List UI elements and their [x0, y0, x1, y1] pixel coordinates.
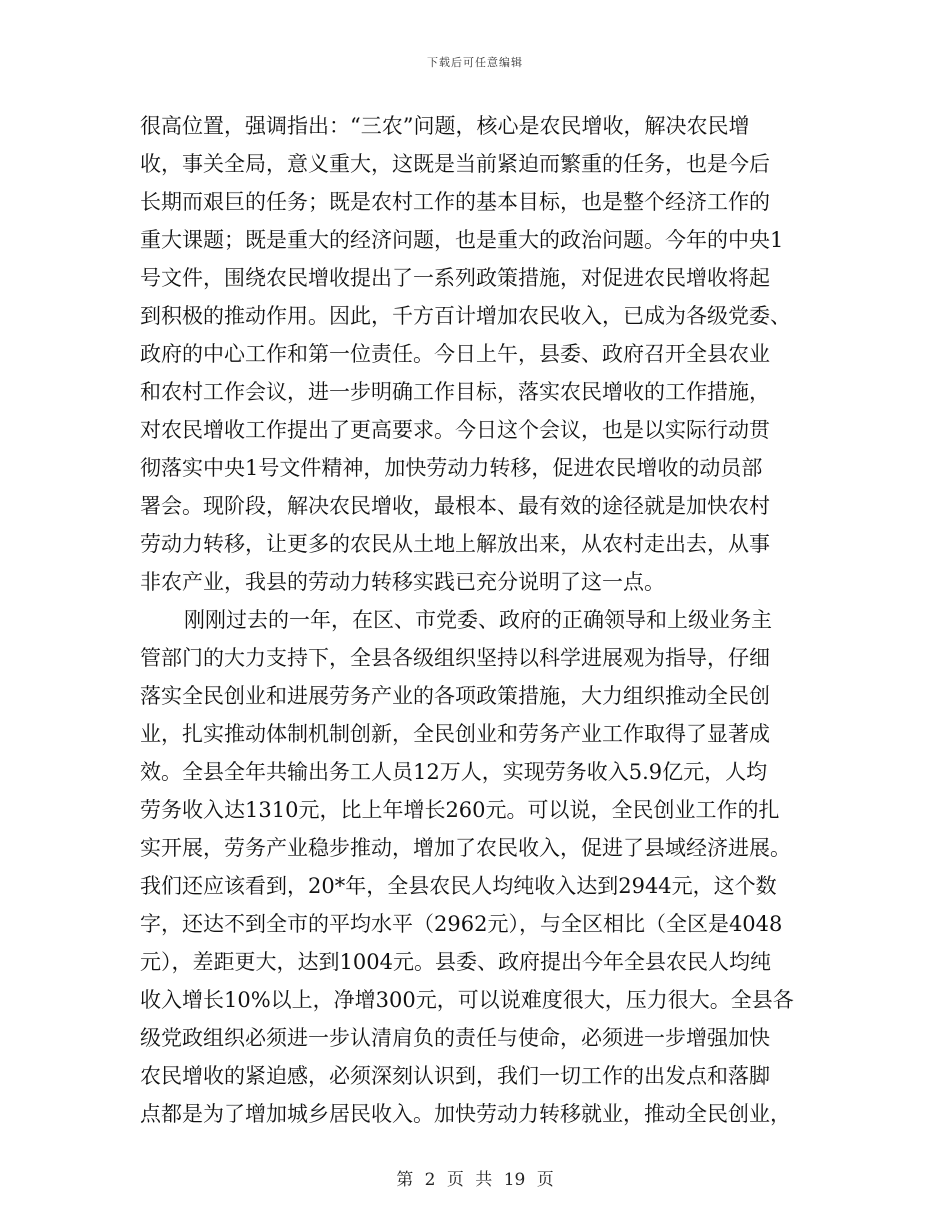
- paragraph-2: [140, 601, 815, 1133]
- text-line: 很高位置，强调指出：“三农”问题，核心是农民增收，解决农民增: [140, 114, 750, 138]
- text-line: 字，还达不到全市的平均水平（2962元），与全区相比（全区是4048: [140, 912, 783, 936]
- text-line: 署会。现阶段，解决农民增收，最根本、最有效的途径就是加快农村: [140, 494, 770, 518]
- text-line: 业，扎实推动体制机制创新，全民创业和劳务产业工作取得了显著成: [140, 722, 770, 746]
- page-header: 下载后可任意编辑: [427, 56, 523, 69]
- text-line: 到积极的推动作用。因此，千方百计增加农民收入，已成为各级党委、: [140, 304, 791, 328]
- text-line: 级党政组织必须进一步认清肩负的责任与使命，必须进一步增强加快: [140, 1026, 770, 1050]
- text-line: 彻落实中央1号文件精神，加快劳动力转移，促进农民增收的动员部: [140, 456, 763, 480]
- text-line: 非农产业，我县的劳动力转移实践已充分说明了这一点。: [140, 570, 665, 594]
- text-line: 农民增收的紧迫感，必须深刻认识到，我们一切工作的出发点和落脚: [140, 1064, 770, 1088]
- text-line: 和农村工作会议，进一步明确工作目标，落实农民增收的工作措施，: [140, 380, 770, 404]
- text-line: 刚刚过去的一年，在区、市党委、政府的正确领导和上级业务主: [184, 608, 772, 632]
- paragraph-1: [140, 107, 815, 601]
- text-line: 政府的中心工作和第一位责任。今日上午，县委、政府召开全县农业: [140, 342, 770, 366]
- text-line: 劳动力转移，让更多的农民从土地上解放出来，从农村走出去，从事: [140, 532, 770, 556]
- text-line: 重大课题；既是重大的经济问题，也是重大的政治问题。今年的中央1: [140, 228, 784, 252]
- text-line: 长期而艰巨的任务；既是农村工作的基本目标，也是整个经济工作的: [140, 190, 770, 214]
- text-line: 落实全民创业和进展劳务产业的各项政策措施，大力组织推动全民创: [140, 684, 770, 708]
- text-line: 号文件，围绕农民增收提出了一系列政策措施，对促进农民增收将起: [140, 266, 770, 290]
- text-line: 收，事关全局，意义重大，这既是当前紧迫而繁重的任务，也是今后: [140, 152, 770, 176]
- text-line: 元），差距更大，达到1004元。县委、政府提出今年全县农民人均纯: [140, 950, 771, 974]
- text-line: 我们还应该看到，20*年，全县农民人均纯收入达到2944元，这个数: [140, 874, 777, 898]
- document-body: [140, 107, 815, 1133]
- text-line: 对农民增收工作提出了更高要求。今日这个会议，也是以实际行动贯: [140, 418, 770, 442]
- text-line: 收入增长10%以上，净增300元，可以说难度很大，压力很大。全县各: [140, 988, 794, 1012]
- text-line: 点都是为了增加城乡居民收入。加快劳动力转移就业，推动全民创业，: [140, 1102, 791, 1126]
- text-line: 效。全县全年共输出务工人员12万人，实现劳务收入5.9亿元，人均: [140, 760, 768, 784]
- text-line: 管部门的大力支持下，全县各级组织坚持以科学进展观为指导，仔细: [140, 646, 770, 670]
- text-line: 实开展，劳务产业稳步推动，增加了农民收入，促进了县域经济进展。: [140, 836, 791, 860]
- text-line: 劳务收入达1310元，比上年增长260元。可以说，全民创业工作的扎: [140, 798, 780, 822]
- page-number-footer: 第 2 页 共 19 页: [396, 1170, 554, 1190]
